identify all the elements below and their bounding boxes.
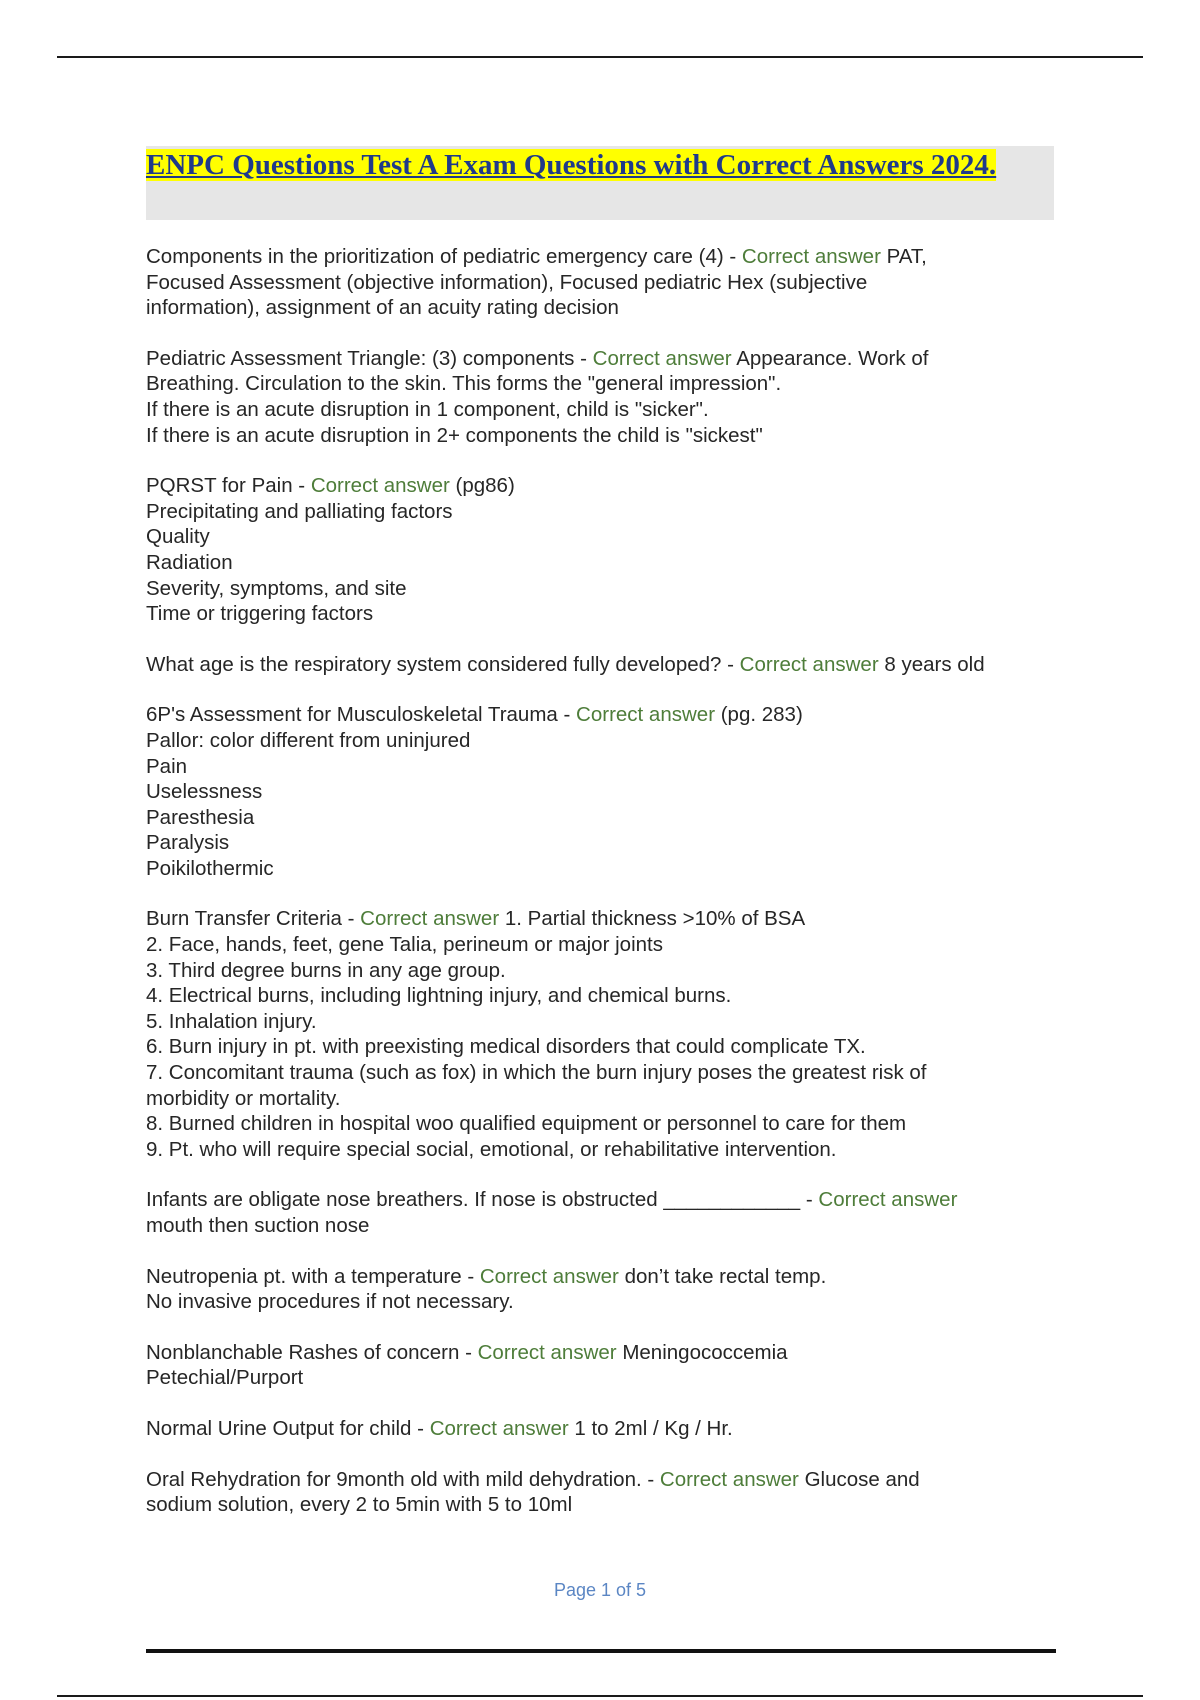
- qa-item: [146, 1467, 1066, 1518]
- answer-line: [146, 1365, 1066, 1391]
- answer-text: 1 to 2ml / Kg / Hr.: [574, 1416, 733, 1440]
- qa-first-line: [146, 1187, 1066, 1213]
- answer-text: Poikilothermic: [146, 856, 274, 880]
- answer-line: [146, 779, 1066, 805]
- answer-text: 7. Concomitant trauma (such as fox) in which the burn injury poses the greatest risk of: [146, 1061, 927, 1085]
- qa-item: [146, 473, 1066, 627]
- answer-text: PAT,: [886, 245, 927, 268]
- correct-answer-marker: Correct answer: [310, 474, 450, 498]
- qa-item: [146, 1264, 1066, 1315]
- bottom-rule: [57, 1695, 1143, 1697]
- answer-text: (pg86): [455, 474, 515, 498]
- answer-line: [146, 524, 1066, 550]
- qa-item: [146, 346, 1066, 448]
- question-text: Infants are obligate nose breathers. If nose is obstructed ____________ -: [146, 1188, 819, 1212]
- answer-line: [146, 983, 1066, 1009]
- qa-first-line: [146, 1264, 1066, 1290]
- qa-item: [146, 702, 1066, 881]
- answer-text: No invasive procedures if not necessary.: [146, 1290, 514, 1314]
- correct-answer-marker: Correct answer: [360, 907, 500, 931]
- answer-text: morbidity or mortality.: [146, 1086, 341, 1110]
- question-text: Components in the prioritization of pediatric emergency care (4) -: [146, 245, 742, 268]
- question-text: What age is the respiratory system considered fully developed? -: [146, 652, 740, 676]
- answer-line: [146, 550, 1066, 576]
- answer-line: [146, 601, 1066, 627]
- answer-text: Appearance. Work of: [736, 346, 929, 370]
- answer-text: 1. Partial thickness >10% of BSA: [504, 907, 806, 931]
- document-title: [146, 148, 1046, 183]
- correct-answer-marker: Correct answer: [477, 1340, 617, 1364]
- answer-line: [146, 1060, 1066, 1086]
- correct-answer-marker: Correct answer: [429, 1416, 569, 1440]
- qa-first-line: [146, 346, 1066, 372]
- answer-text: Petechial/Purport: [146, 1366, 304, 1390]
- answer-text: Precipitating and palliating factors: [146, 499, 453, 523]
- qa-list: [146, 244, 1066, 1543]
- qa-item: [146, 1416, 1066, 1442]
- answer-line: [146, 1492, 1066, 1518]
- answer-line: [146, 958, 1066, 984]
- answer-line: [146, 270, 1066, 296]
- answer-text: Breathing. Circulation to the skin. This forms the "general impression".: [146, 372, 782, 396]
- answer-text: 9. Pt. who will require special social, emotional, or rehabilitative intervention.: [146, 1137, 837, 1161]
- qa-item: [146, 244, 1066, 321]
- answer-line: [146, 371, 1066, 397]
- answer-text: Severity, symptoms, and site: [146, 576, 407, 600]
- page-number: Page 1 of 5: [553, 1580, 647, 1600]
- answer-text: sodium solution, every 2 to 5min with 5 to 10ml: [146, 1493, 573, 1517]
- answer-line: [146, 295, 1066, 321]
- answer-line: [146, 576, 1066, 602]
- qa-first-line: [146, 652, 1066, 678]
- answer-text: 8 years old: [884, 652, 985, 676]
- correct-answer-marker: Correct answer: [741, 245, 881, 268]
- question-text: Burn Transfer Criteria -: [146, 907, 361, 931]
- question-text: Nonblanchable Rashes of concern -: [146, 1340, 478, 1364]
- correct-answer-marker: Correct answer: [659, 1467, 799, 1491]
- answer-line: [146, 1009, 1066, 1035]
- answer-line: [146, 805, 1066, 831]
- bottom-thick-rule: [146, 1649, 1056, 1653]
- correct-answer-marker: Correct answer: [576, 703, 716, 727]
- answer-line: [146, 754, 1066, 780]
- answer-text: don’t take rectal temp.: [624, 1264, 827, 1288]
- answer-text: 4. Electrical burns, including lightning injury, and chemical burns.: [146, 984, 732, 1008]
- correct-answer-marker: Correct answer: [739, 652, 879, 676]
- question-text: Neutropenia pt. with a temperature -: [146, 1264, 480, 1288]
- answer-text: Meningococcemia: [622, 1340, 788, 1364]
- qa-item: [146, 1187, 1066, 1238]
- qa-item: [146, 906, 1066, 1162]
- answer-text: Paresthesia: [146, 805, 255, 829]
- answer-line: [146, 932, 1066, 958]
- qa-first-line: [146, 1416, 1066, 1442]
- qa-item: [146, 652, 1066, 678]
- answer-text: 8. Burned children in hospital woo qualified equipment or personnel to care for them: [146, 1112, 907, 1136]
- question-text: Oral Rehydration for 9month old with mild dehydration. -: [146, 1467, 660, 1491]
- answer-text: mouth then suction nose: [146, 1214, 370, 1237]
- answer-text: 2. Face, hands, feet, gene Talia, perineum or major joints: [146, 933, 663, 957]
- answer-line: [146, 397, 1066, 423]
- qa-first-line: [146, 244, 1066, 270]
- answer-text: Pallor: color different from uninjured: [146, 728, 471, 752]
- top-rule: [57, 56, 1143, 58]
- correct-answer-marker: Correct answer: [479, 1264, 619, 1288]
- answer-line: [146, 1086, 1066, 1112]
- answer-text: Glucose and: [804, 1467, 920, 1491]
- answer-text: 6. Burn injury in pt. with preexisting medical disorders that could complicate TX.: [146, 1035, 866, 1059]
- answer-line: [146, 1289, 1066, 1315]
- question-text: Normal Urine Output for child -: [146, 1416, 430, 1440]
- qa-first-line: [146, 702, 1066, 728]
- qa-first-line: [146, 1340, 1066, 1366]
- answer-line: [146, 499, 1066, 525]
- qa-first-line: [146, 473, 1066, 499]
- qa-first-line: [146, 1467, 1066, 1493]
- question-text: PQRST for Pain -: [146, 474, 311, 498]
- answer-line: [146, 1111, 1066, 1137]
- answer-line: [146, 423, 1066, 449]
- answer-text: Uselessness: [146, 780, 263, 804]
- answer-text: 3. Third degree burns in any age group.: [146, 958, 506, 982]
- answer-line: [146, 856, 1066, 882]
- correct-answer-marker: Correct answer: [818, 1188, 958, 1212]
- answer-text: (pg. 283): [720, 703, 803, 727]
- answer-text: If there is an acute disruption in 1 component, child is "sicker".: [146, 397, 709, 421]
- title-highlight: ENPC Questions Test A Exam Questions with Correct Answers 2024.: [146, 149, 997, 181]
- qa-first-line: [146, 906, 1066, 932]
- answer-text: information), assignment of an acuity rating decision: [146, 296, 619, 320]
- answer-text: Pain: [146, 754, 188, 778]
- answer-line: [146, 830, 1066, 856]
- answer-text: Paralysis: [146, 831, 230, 855]
- answer-line: [146, 1213, 1066, 1239]
- answer-line: [146, 728, 1066, 754]
- answer-text: Time or triggering factors: [146, 602, 374, 626]
- answer-text: Quality: [146, 525, 210, 549]
- answer-text: If there is an acute disruption in 2+ components the child is "sickest": [146, 423, 763, 447]
- answer-text: Focused Assessment (objective information), Focused pediatric Hex (subjective: [146, 270, 868, 294]
- answer-text: 5. Inhalation injury.: [146, 1009, 317, 1033]
- question-text: Pediatric Assessment Triangle: (3) components -: [146, 346, 593, 370]
- answer-text: Radiation: [146, 550, 233, 574]
- question-text: 6P's Assessment for Musculoskeletal Trauma -: [146, 703, 577, 727]
- answer-line: [146, 1034, 1066, 1060]
- correct-answer-marker: Correct answer: [592, 346, 732, 370]
- qa-item: [146, 1340, 1066, 1391]
- answer-line: [146, 1137, 1066, 1163]
